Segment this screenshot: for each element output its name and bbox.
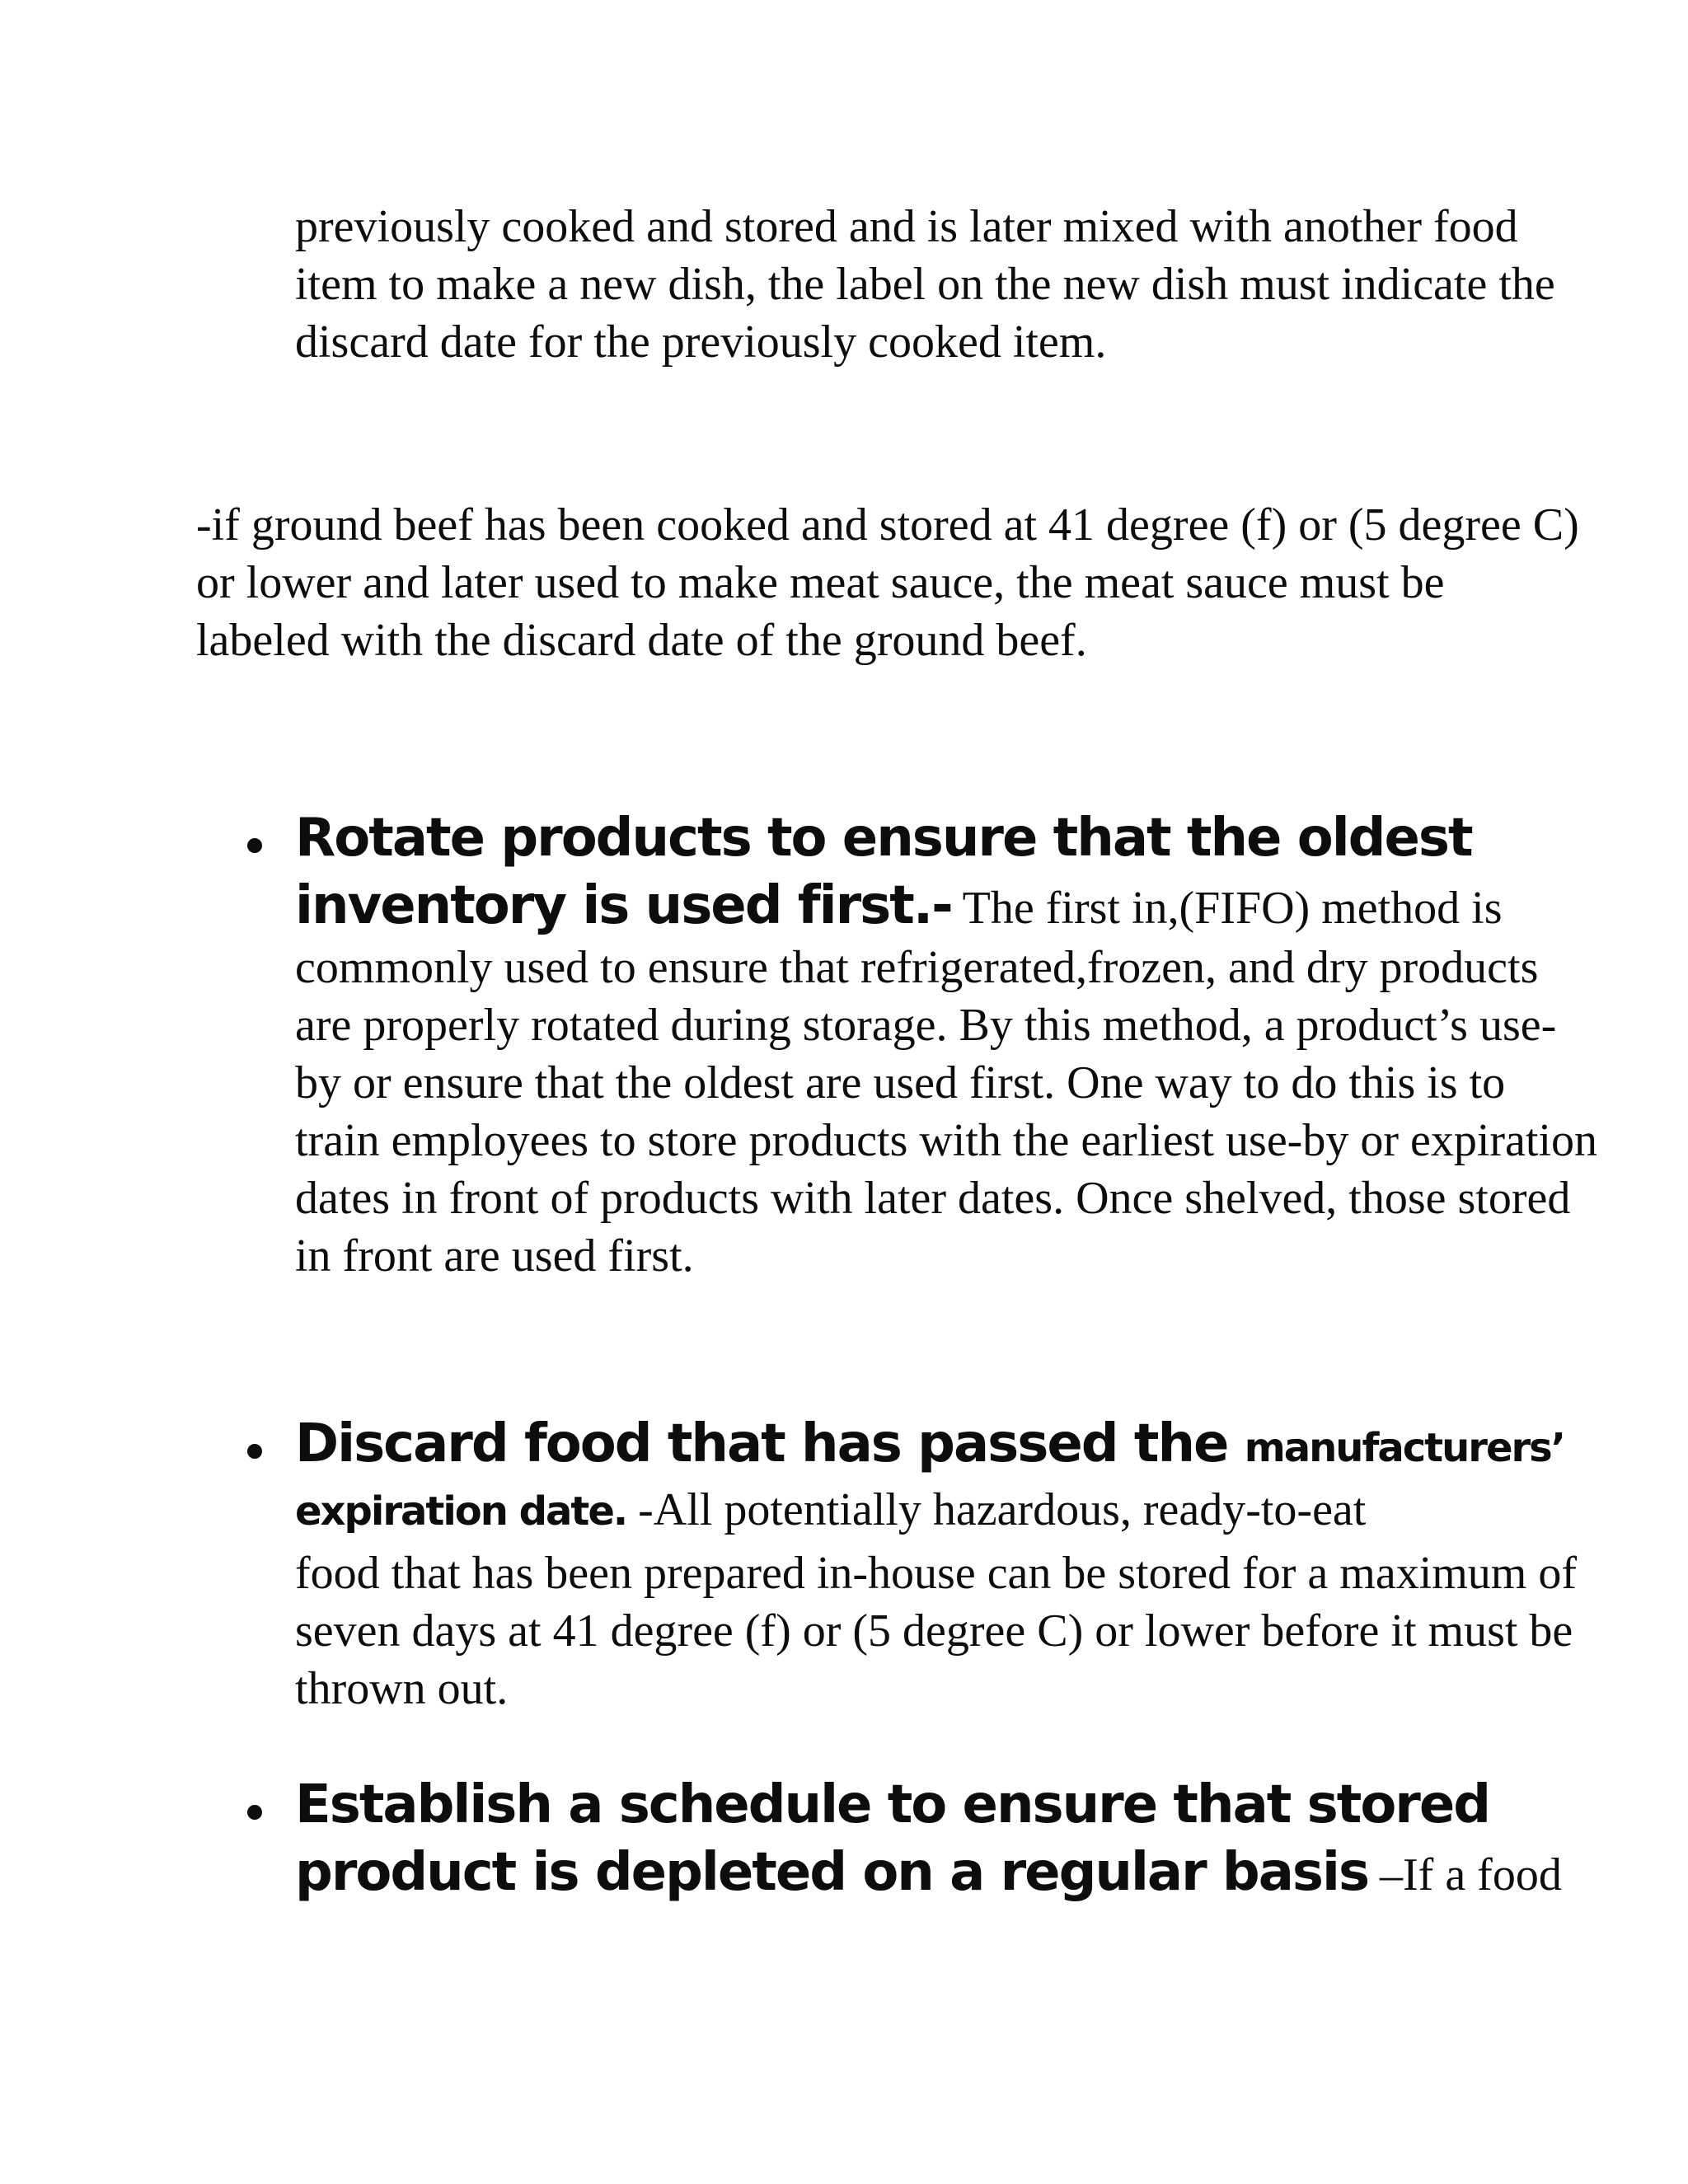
bullet-dot-icon xyxy=(247,1444,262,1459)
bullet-item-rotate-products xyxy=(247,804,1599,1285)
intro-paragraph: previously cooked and stored and is later mixed with another food item to make a new dish, the label on the new dish must indicate the discard date for the previously cooked item. xyxy=(295,201,1555,368)
bullet-heading-line: Rotate products to ensure that the oldest xyxy=(295,808,1472,869)
ground-beef-example-paragraph: -if ground beef has been cooked and stored at 41 degree (f) or (5 degree C) or lower and later used to make meat sauce, the meat sauce must be labeled with the discard date of the ground beef. xyxy=(196,499,1579,666)
bullet-heading-line: product is depleted on a regular basis xyxy=(295,1842,1369,1903)
bullet-item-discard-food xyxy=(247,1409,1599,1718)
bullet-body-start: –If a food xyxy=(1368,1849,1562,1900)
bullet-body-text: food that has been prepared in-house can be stored for a maximum of seven days at 41 degree (f) or (5 degree C) or lower before it must be thrown out. xyxy=(295,1548,1578,1714)
bullet-content xyxy=(295,1770,1599,1905)
bullet-dot-icon xyxy=(247,838,262,853)
bullet-body-start: The first in,(FIFO) method is xyxy=(951,883,1503,934)
bullet-heading-small: manufacturers’ xyxy=(1244,1425,1564,1471)
bullet-content xyxy=(295,804,1599,1285)
bullet-body-text: commonly used to ensure that refrigerated,frozen, and dry products are properly rotated during storage. By this method, a product’s use-by or ensure that the oldest are used first. One way to do this is to train employees to store products with the earliest use-by or expiration dates in front of products with later dates. Once shelved, those stored in front are used first. xyxy=(295,942,1598,1282)
bullet-item-establish-schedule xyxy=(247,1770,1599,1905)
bullet-heading-continuation xyxy=(295,1479,1599,1544)
bullet-heading-continuation xyxy=(295,873,1599,939)
bullet-content xyxy=(295,1409,1599,1718)
bullet-heading-line: inventory is used first.- xyxy=(295,875,952,936)
bullet-heading-continuation xyxy=(295,1840,1599,1905)
bullet-heading-line: Establish a schedule to ensure that stored xyxy=(295,1774,1490,1835)
bullet-body-start: -All potentially hazardous, ready-to-eat xyxy=(626,1484,1367,1535)
bullet-heading-line xyxy=(295,1409,1599,1479)
bullet-dot-icon xyxy=(247,1805,262,1820)
bullet-heading-large: Discard food that has passed the xyxy=(295,1413,1245,1474)
bullet-heading-line: expiration date. xyxy=(295,1488,627,1535)
